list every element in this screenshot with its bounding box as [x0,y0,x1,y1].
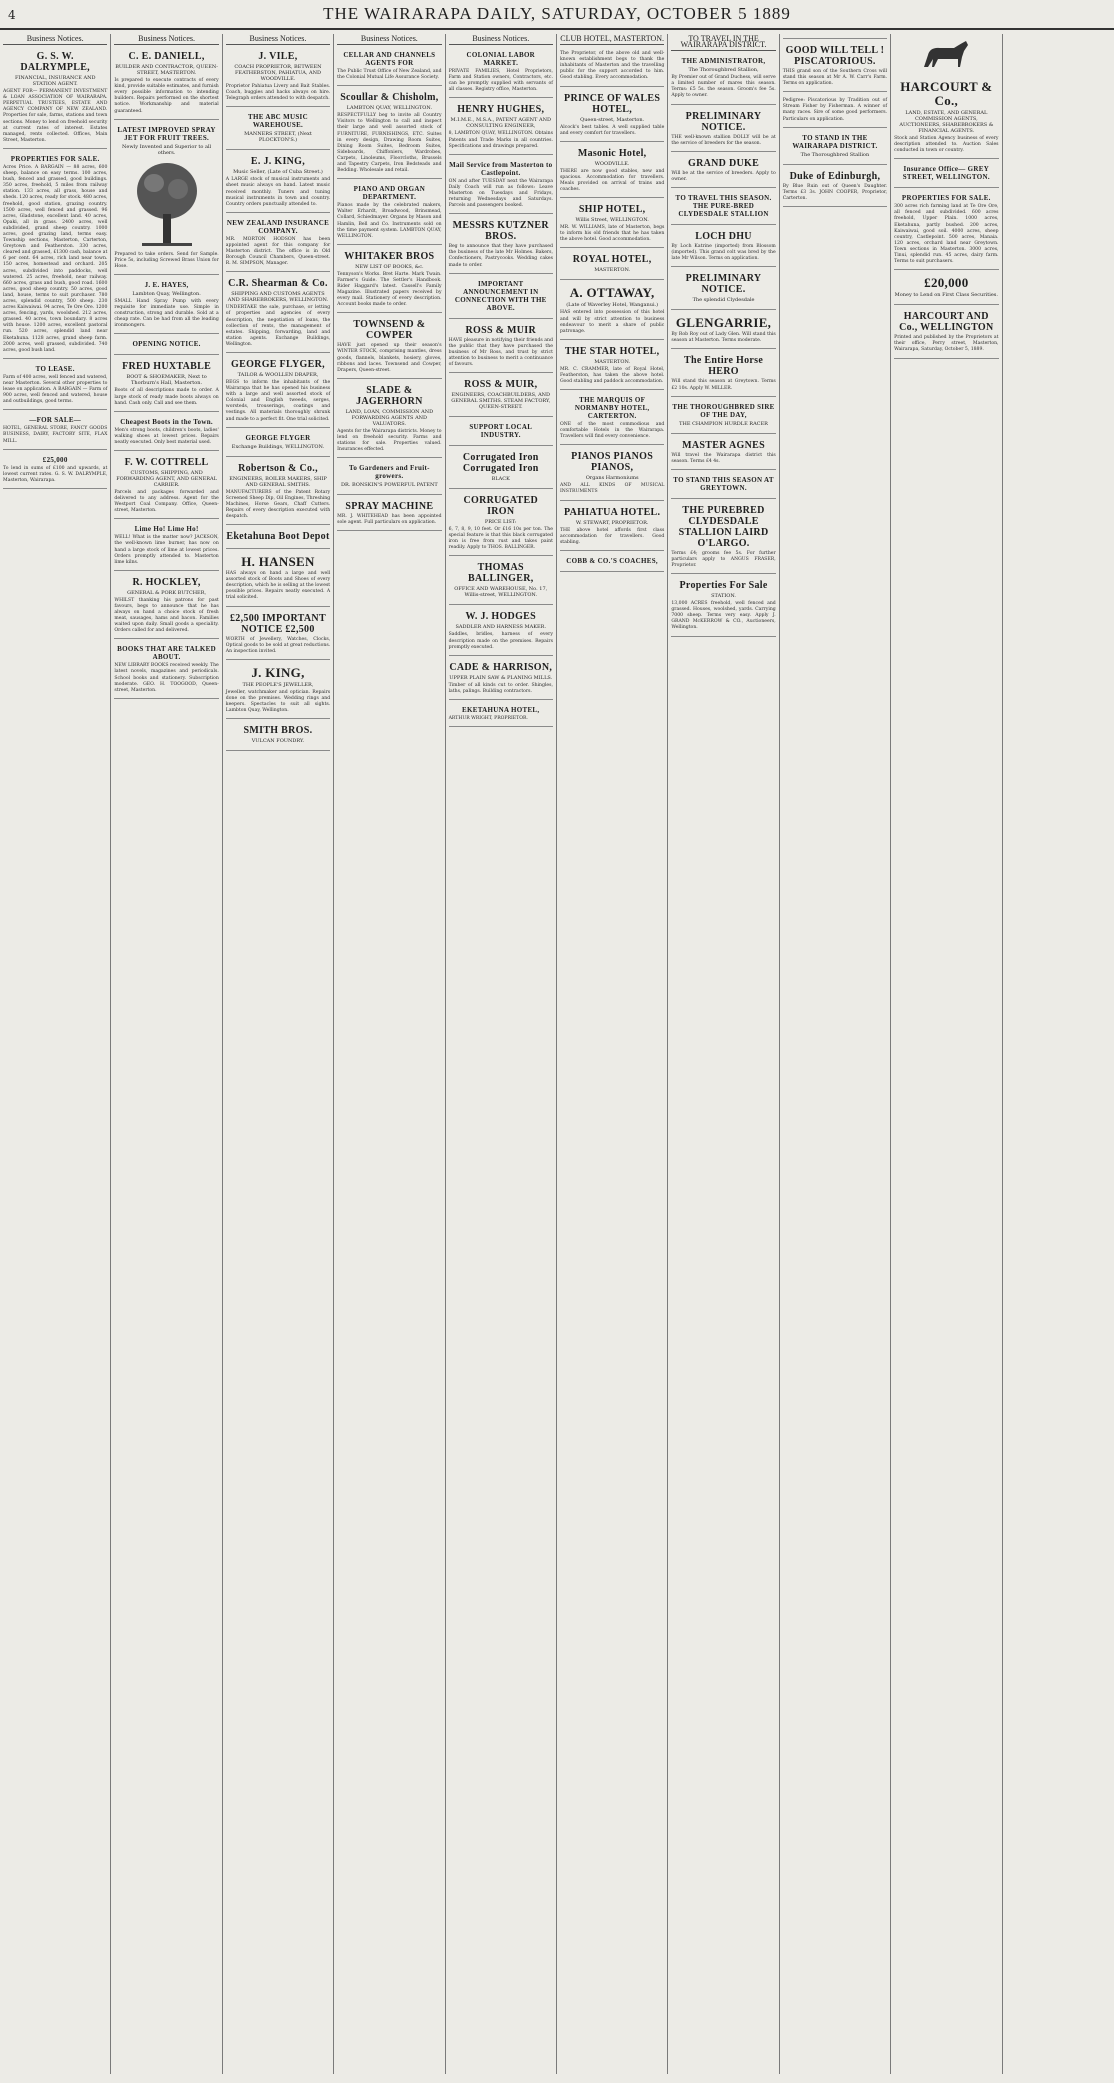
ad-body: Men's strong boots, children's boots, ladies' walking shoes at lowest prices. Repairs neatly executed. Only best material used. [114,427,219,445]
ad-body: Acres Price. A BARGAIN — 88 acres, 600 sheep, balance on easy terms. 100 acres, bush, fenced and grassed, good buildings. 350 acres, freehold, 5 miles from railway station. 133 acres, all grass, house and sheds. 120 acres, ready for stock. 480 acres, freehold, good station, grazing country. 1500 acres, well fenced and grassed. 96 acres, Gladstone, excellent land. 40 acres, Opaki, all in grass. 2400 acres, well subdivided, grand sheep country. 1000 acres, good grazing land, terms easy. Township sections, Masterton, Carterton, Greytown and Featherston. 330 acres, cleared and grassed, £1300 cash, balance at 6 per cent. 64 acres, rich land near town. 150 acres, homestead and orchard. 205 acres, subdivided into paddocks, well watered. 25 acres, freehold, near railway. 660 acres, grass and bush, good road. 1600 acres, good sheep country. 50 acres, good land, house, terms to suit purchaser. 780 acres, splendid country, 500 sheep. 230 acres Kaiwaiwai. 94 acres, Te Ore Ore. 1200 acres, fencing, yards, woolshed. 212 acres, grassed. 40 acres, town boundary. 8 acres with house. 1200 acres, excellent pastoral run. 520 acres, splendid land near Eketahuna. 1128 acres, grand sheep farm. 2000 acres, well grassed, subdivided. 740 acres, good bush land. [3,164,108,353]
ad-subtitle: NEW LIST OF BOOKS, &c. [355,263,424,270]
ad-title: Lime Ho! Lime Ho! [134,525,199,534]
ad-title: OPENING NOTICE. [132,340,201,349]
ad-body: Agents for the Wairarapa districts. Money to lend on freehold security. Farms and stations for sale. Properties valued. Insurances effected. [337,428,442,453]
column-heading: Business Notices. [226,36,330,45]
column-heading: TO TRAVEL IN THE WAIRARAPA DISTRICT. [671,36,775,51]
ad-title: C.R. Shearman & Co. [228,278,328,290]
ad-subtitle: Exchange Buildings, WELLINGTON. [231,443,325,450]
ad-title: TO STAND IN THE WAIRARAPA DISTRICT. [792,133,878,150]
column-10 [1003,34,1114,2074]
column-1 [0,34,111,2074]
advertisement [226,156,330,212]
advertisement [894,194,998,270]
ad-title: THE PUREBRED CLYDESDALE STALLION LAIRD O'LARGO. [678,504,769,549]
ad-title: PRELIMINARY NOTICE. [685,110,762,133]
advertisement [3,51,107,149]
advertisement [671,355,775,396]
ad-body: By Premier out of Grand Duchess, will serve a limited number of mares this season. Terms: £5 5s. the season. Groom's fee 5s. Apply to owner. [671,75,776,99]
ad-body: ON and after TUESDAY next the Wairarapa Daily Coach will run as follows: Leave Masterton on Tuesdays and Fridays, returning Wednesdays and Saturdays. Parcels and passengers booked. [448,178,553,209]
advertisement [449,161,553,214]
ad-title: Duke of Edinburgh, [789,170,881,182]
ad-body: ONE of the most commodious and comfortable Hotels in the Wairarapa. Travellers will find every convenience. [559,422,665,440]
advertisement [114,645,218,698]
advertisement [337,464,441,495]
ad-subtitle: TAILOR & WOOLLEN DRAPER, [237,371,319,378]
ad-title: J. E. HAYES, [144,280,189,289]
ad-subtitle: M.I.M.E., M.S.A., PATENT AGENT AND CONSULTING ENGINEER, [450,117,551,130]
advertisement [337,185,441,245]
ad-body: Proprietor Pahiatua Livery and Bait Stables. Coach, buggies and hacks always on hire. Telegraph orders attended to with despatch. [225,84,331,102]
ad-body: 300 acres rich farming land at Te Ore Ore, all fenced and subdivided. 600 acres freehold, Upper Plain. 1000 acres, Eketahuna, partly bushed. 200 acres, Kaiwaiwai, good soil. 4000 acres, sheep country, Castlepoint. 500 acres, Manaia. 120 acres, orchard land near Greytown. Town sections in Masterton. 3000 acres, Tinui, splendid run. 45 acres, dairy farm. Terms to suit purchasers. [894,204,999,265]
advertisement [114,51,218,120]
ad-body: WHILST thanking his patrons for past favours, begs to announce that he has always on hand a choice stock of fresh meat, sausages, hams and bacon. Families waited upon daily. Small goods a speciality. Orders called for and delivered. [114,597,219,634]
advertisement [671,231,775,267]
ad-title: GOOD WILL TELL ! PISCATORIOUS. [785,45,885,67]
ad-title: To Gardeners and Fruit-growers. [349,464,430,481]
advertisement [671,273,775,310]
column-7 [668,34,779,2074]
advertisement [671,57,775,104]
advertisement [560,346,664,390]
ad-title: Mail Service from Masterton to Castlepoint. [449,160,553,177]
ad-subtitle: BUILDER AND CONTRACTOR, QUEEN-STREET, MASTERTON. [115,64,218,77]
ad-body: HAS entered into possession of this hotel and will by strict attention to business endeavour to merit a share of public patronage. [559,310,665,334]
advertisement [560,451,664,500]
ad-body: 8, LAMBTON QUAY, WELLINGTON. Obtains Patents and Trade Marks in all countries. Specifications and drawings prepared. [448,131,553,149]
advertisement [671,580,775,636]
advertisement [449,51,553,98]
ad-body: Alcock's best tables. A well supplied table and every comfort for travellers. [559,124,665,136]
ad-subtitle: Lambton Quay, Wellington. [132,290,201,297]
column-heading: Business Notices. [3,36,107,45]
ad-title: GEORGE FLYGER, [231,358,325,370]
ad-title: Scoullar & Chisholm, [340,92,439,104]
advertisement [114,281,218,334]
ad-subtitle: CUSTOMS, SHIPPING, AND FORWARDING AGENT, AND GENERAL CARRIER. [116,469,217,488]
ad-subtitle: THE CHAMPION HURDLE RACER [679,420,768,427]
advertisement [226,219,330,272]
ad-body: AND ALL KINDS OF MUSICAL INSTRUMENTS [559,483,665,495]
ad-title: GRAND DUKE [688,157,760,169]
advertisement [114,126,218,275]
advertisement [449,495,553,556]
ad-body: UNDERTAKE the sale, purchase, or letting of properties and agencies of every description, the negotiation of loans, the collection of rents, the management of estates. Shipping, forwarding, land and station agents. Exchange Buildings, Wellington. [225,305,331,347]
ad-subtitle: The splendid Clydesdale [692,297,755,304]
ad-title: CELLAR AND CHANNELS AGENTS FOR [343,51,436,68]
advertisement [894,311,998,358]
ad-body: MR. MORTON HODSON has been appointed agent for this company for Masterton district. The office is in Old Borough Council Chambers, Queen-street. R. M. SIMPSON, Manager. [225,236,331,267]
ad-body: 13,000 ACRES freehold, well fenced and grassed. Houses, woolshed, yards. Carrying 7000 sheep. Terms very easy. Apply J. GRAND McKERROW & CO., Auctioneers, Wellington. [671,601,776,631]
advertisement [3,365,107,410]
ad-subtitle: Newly Invented and Superior to all others. [122,143,212,156]
ad-title: A. OTTAWAY, [569,285,655,301]
ad-title: THE ABC MUSIC WAREHOUSE. [248,113,308,130]
ad-subtitle: UPPER PLAIN SAW & PLANING MILLS. [449,674,553,681]
ad-title: J. VILE, [258,51,298,63]
ad-body: By Blue Ruin out of Queen's Daughter. Terms £3 3s. JOHN COOPER, Proprietor, Carterton. [782,183,888,201]
ad-body: MR. W. WILLIAMS, late of Masterton, begs to inform his old friends that he has taken the above hotel. Good accommodation. [559,225,665,243]
ad-title: EKETAHUNA HOTEL, [462,705,540,714]
ad-body: Will be at the service of breeders. Apply to owner. [671,170,776,182]
column-2 [111,34,222,2074]
ad-title: GEORGE FLYGER [245,433,311,442]
advertisement [671,111,775,152]
ad-title: J. KING, [251,664,305,680]
ad-title: FRED HUXTABLE [122,361,212,373]
ad-body: HAVE just opened up their season's WINTER STOCK, comprising mantles, dress goods, flannels, blankets, hosiery, gloves, ribbons and laces. Townsend and Cowper, Drapers, Queen-street. [337,343,442,373]
ad-body: THIS grand son of the Southern Cross will stand this season at Mr A. W. Carr's Farm. Terms on application. [782,69,888,87]
advertisement [560,51,664,86]
ad-body: THERE are now good stables, new and spacious. Accommodation for travellers. Meals provided on arrival of trains and coaches. [559,168,665,193]
ad-subtitle: LAND, ESTATE, AND GENERAL COMMISSION AGENTS, AUCTIONEERS, SHAREBROKERS & FINANCIAL AGENTS. [899,110,994,134]
ad-title: ROYAL HOTEL, [572,254,652,266]
ad-subtitle: MASTERTON. [594,267,631,274]
ad-body: MR. J. WHITEHEAD has been appointed sole agent. Full particulars on application. [337,514,442,526]
ad-title: PROPERTIES FOR SALE. [901,194,991,203]
ad-title: LATEST IMPROVED SPRAY JET FOR FRUIT TREES. [117,125,216,142]
tree-illustration [132,159,202,249]
ad-title: MESSRS KUTZNER BROS. [452,220,549,243]
ad-body: HAVE pleasure in notifying their friends and the public that they have purchased the business of Mr Ross, and trust by strict attention to business to merit a continuance of favours. [448,337,553,367]
ad-body: SMALL Hand Spray Pump with every requisite for immediate use. Simple in construction, strong and durable. Sold at a cheap rate. Can be had from all the leading ironmongers. [114,298,219,329]
advertisement [894,165,998,188]
column-heading: Business Notices. [449,36,553,45]
advertisement [337,251,441,314]
column-6 [557,34,668,2074]
ad-title: PIANOS PIANOS PIANOS, [571,451,654,474]
advertisement [449,452,553,489]
ad-title: PRINCE OF WALES HOTEL, [564,92,661,115]
ad-subtitle: Willis Street, WELLINGTON. [575,217,649,224]
ad-body: 6, 7, 8, 9, 10 feet. Or £16 10s per ton. The special feature is that this black corrugated iron is free from rust and takes paint readily. Apply to THOS. BALLINGER. [448,527,553,551]
ad-subtitle: BLACK [491,476,510,483]
ad-subtitle: FINANCIAL, INSURANCE AND STATION AGENT. [14,75,96,88]
ad-title: MASTER AGNES [682,439,765,451]
ad-subtitle: ENGINEERS, BOILER MAKERS, SHIP AND GENERAL SMITHS. [229,475,327,488]
advertisement [226,113,330,150]
ad-title: TO TRAVEL THIS SEASON. THE PURE-BRED CLYDESDALE STALLION [675,193,772,218]
ad-title: WHITAKER BROS [344,250,435,262]
advertisement [560,286,664,339]
advertisement [226,278,330,353]
ad-title: Corrugated Iron Corrugated Iron [462,452,539,475]
advertisement [226,725,330,751]
ad-body: Stock and Station Agency business of every description attended to. Auction Sales conducted in town or country. [894,136,999,154]
advertisement [560,148,664,198]
column-heading: Business Notices. [114,36,218,45]
advertisement [449,325,553,373]
advertisement [114,457,218,519]
advertisement [449,104,553,154]
advertisement [560,507,664,551]
ad-subtitle: THE PEOPLE'S JEWELLER, [242,681,314,688]
ad-subtitle: COACH PROPRIETOR, BETWEEN FEATHERSTON, PAHIATUA, AND WOODVILLE. [234,64,322,83]
advertisement [671,403,775,434]
advertisement [671,158,775,188]
advertisement [114,577,218,640]
column-8 [780,34,891,2074]
ad-title: C. E. DANIELL, [128,51,205,63]
ad-title: —FOR SALE— [29,416,82,425]
masthead-rule [0,28,1114,30]
ad-title: COLONIAL LABOR MARKET. [466,51,536,68]
ad-title: £2,500 IMPORTANT NOTICE £2,500 [230,612,326,635]
ad-title: LOCH DHU [695,230,752,242]
advertisement [449,379,553,417]
ad-subtitle: OFFICE AND WAREHOUSE, No. 17, Willis-street, WELLINGTON. [454,586,548,599]
ad-subtitle: LAMBTON QUAY, WELLINGTON. [346,105,433,112]
ad-body: WORTH of Jewellery, Watches, Clocks, Optical goods to be sold at great reductions. An inspection invited. [225,636,331,654]
advertisement [894,37,998,159]
advertisement [3,416,107,449]
ad-body: Pedigree: Piscatorious by Tradition out of Stream Fisher by Fisherman. A winner of many races. Sire of some good performers. Particulars on application. [782,98,888,122]
ad-subtitle: The Thoroughbred Stallion [800,151,870,158]
ad-body: Saddles, bridles, harness of every description made on the premises. Repairs promptly executed. [448,632,553,650]
ad-title: HENRY HUGHES, [457,104,545,116]
advertisement [783,34,887,39]
ad-title: H. HANSEN [241,554,315,570]
ad-subtitle: VULCAN FOUNDRY. [251,738,305,745]
ad-title: Robertson & Co., [238,462,318,474]
ad-subtitle: The Thoroughbred Stallion, [688,67,759,74]
column-4 [334,34,445,2074]
ad-title: PRELIMINARY NOTICE. [685,273,762,296]
advertisement [337,501,441,531]
ad-subtitle: MANNERS STREET, (Next PLOCKTON'S.) [244,131,312,144]
ad-subtitle: SADDLER AND HARNESS MAKER. [455,624,547,631]
advertisement [671,476,775,499]
ad-title: TOWNSEND & COWPER [353,319,426,342]
advertisement [560,93,664,142]
ad-title: HARCOURT AND Co., WELLINGTON [899,311,994,334]
ad-body: By Loch Katrine (imported) from Blossom (imported). This grand colt was bred by the late Mr Wilson. Terms on application. [671,243,776,262]
ad-title: £20,000 [924,275,969,291]
column-5 [446,34,557,2074]
ad-title: Cheapest Boots in the Town. [120,417,213,426]
horse-illustration [916,37,976,77]
ad-body: The Proprietor, of the above old and well-known establishment begs to thank the inhabitants of Masterton and the travelling public for the support accorded to him. Good stabling. Every accommodation. [559,51,665,81]
ad-subtitle: LAND, LOAN, COMMISSION AND FORWARDING AGENTS AND VALUATORS. [345,408,434,427]
ad-title: E. J. KING, [250,156,306,168]
ad-body: By Rob Roy out of Lady Glen. Will stand this season at Masterton. Terms moderate. [671,332,776,344]
ad-body: Farm of 400 acres, well fenced and watered, near Masterton. Several other properties to lease on application. A BARGAIN — Farm of 900 acres, well fenced and watered, house and outbuildings, good terms. [3,374,108,405]
advertisement [449,662,553,700]
advertisement [114,525,218,570]
ad-subtitle: Queen-street, Masterton. [580,116,645,123]
ad-body: Terms £4; grooms fee 5s. For further particulars apply to ANGUS FRASER, Proprietor. [671,550,776,568]
advertisement [226,434,330,457]
advertisement [671,505,775,574]
ad-title: BOOKS THAT ARE TALKED ABOUT. [117,645,216,662]
ad-title: £25,000 [42,455,68,464]
ad-body: To lend in sums of £100 and upwards, at lowest current rates. G. S. W. DALRYMPLE, Masterton, Wairarapa. [3,465,108,483]
page-number: 4 [8,8,16,22]
ad-body: RESPECTFULLY beg to invite all Country Visitors to Wellington to call and inspect their large and well assorted stock of FURNITURE, FURNISHINGS, ETC. Suites in every design, Drawing Room Suites, Dining Room Suites, Bedroom Suites, Sideboards, Chiffoniers, Wardrobes, Carpets, Linoleums, Floorcloths, Brussels and Tapestry Carpets, Iron Bedsteads and Bedding. Wholesale and retail. [337,113,442,174]
ad-title: Eketahuna Boot Depot [226,531,330,543]
advertisement [226,463,330,525]
advertisement [449,706,553,727]
masthead [0,4,1114,30]
advertisement [449,280,553,319]
ad-title: TO STAND THIS SEASON AT GREYTOWN. [673,475,774,492]
ad-body: MANUFACTURERS of the Patent Rotary Screened Sheep Dip, Oil Engines, Threshing Machines, Horse Gears, Chaff Cutters. Repairs of every description executed with despatch. [225,489,331,519]
ad-body: Timber of all kinds cut to order. Shingles, laths, palings. Building contractors. [448,682,553,694]
ad-body: NEW LIBRARY BOOKS received weekly. The latest novels, magazines and periodicals. School books and stationery. Subscription moderate. GEO. H. TOOGOOD, Queen-street, Masterton. [114,663,219,693]
ad-body: Will travel the Wairarapa district this season. Terms £4 4s. [671,452,776,464]
ad-body: Parcels and packages forwarded and delivered to any address. Agent for the Westport Coal Company. Office, Queen-street, Masterton. [114,489,219,514]
column-9 [891,34,1002,2074]
ad-subtitle: ENGINEERS, COACHBUILDERS, AND GENERAL SMITHS. STEAM FACTORY, QUEEN-STREET. [451,392,551,411]
ad-subtitle: Organs Harmoniums [585,475,639,482]
advertisement [226,359,330,428]
ad-body: HAS always on hand a large and well assorted stock of Boots and Shoes of every description, which he is selling at the lowest possible prices. Repairs neatly executed. A trial solicited. [225,571,331,601]
ad-title: Insurance Office— GREY STREET, WELLINGTON. [902,165,990,182]
advertisement [560,254,664,280]
ad-body: Is prepared to execute contracts of every kind, provide suitable estimates, and furnish every possible information to intending builders. Repairs performed on the shortest notice. Workmanship and material guaranteed. [114,78,219,114]
ad-title: Masonic Hotel, [577,147,647,159]
ad-title: THOMAS BALLINGER, [468,562,534,585]
advertisement [337,51,441,86]
ad-body: The Public Trust Office of New Zealand, and the Colonial Mutual Life Assurance Society. [337,69,442,81]
ad-subtitle: (Late of Waverley Hotel, Wanganui.) [566,302,659,309]
ad-body: Beg to announce that they have purchased the business of the late Mr Holmes. Bakers, Confectioners, Pastrycooks. Wedding cakes made to order. [448,244,553,268]
ad-body: Pianos made by the celebrated makers, Walter Erhardt, Broadwood, Brinsmead, Collard, Schiedmayer. Organs by Mason and Hamlin, Bell and Co. Instruments sold on the time payment system. LAMBTON QUAY, WELLINGTON. [337,203,442,239]
ad-title: PIANO AND ORGAN DEPARTMENT. [353,185,426,202]
ad-title: G. S. W. DALRYMPLE, [20,51,90,74]
advertisement [783,134,887,165]
advertisement [3,456,107,489]
ad-title: PAHIATUA HOTEL. [563,506,661,518]
advertisement [337,385,441,458]
advertisement [226,666,330,719]
ad-title: SLADE & JAGERHORN [356,384,423,407]
column-heading: CLUB HOTEL, MASTERTON. [560,36,664,45]
advertisement [114,361,218,411]
ad-title: ROSS & MUIR [465,324,537,336]
ad-body: Will stand this season at Greytown. Terms £2 10s. Apply W. MILLER. [671,379,776,391]
ad-title: TO LEASE. [35,364,75,373]
ad-subtitle: GENERAL & PORK BUTCHER, [127,589,207,596]
ad-subtitle: STATION. [711,593,736,600]
newspaper-columns [0,34,1114,2074]
ad-title: The Entire Horse HERO [684,355,764,378]
ad-title: THE ADMINISTRATOR, [681,57,766,66]
ad-title: SHIP HOTEL, [578,204,646,216]
advertisement [783,98,887,127]
advertisement [226,531,330,549]
ad-body: WELL! What is the matter now? JACKSON, the well-known lime burner, has now on hand a large stock of lime at lowest prices. Orders promptly attended to. Masterton lime kilns. [114,535,219,565]
advertisement [560,396,664,445]
ad-body: BEGS to inform the inhabitants of the Wairarapa that he has opened his business with a large and well assorted stock of Colonial and English tweeds, serges, worsteds, trouserings, coatings and vestings. All materials thoroughly shrunk and made to a perfect fit. One trial solicited. [225,379,331,422]
advertisement [671,440,775,470]
advertisement [894,276,998,305]
ad-subtitle: MASTERTON. [594,358,631,365]
ad-subtitle: Music Seller, (Late of Cuba Street.) [233,169,323,176]
ad-title: F. W. COTTRELL [124,456,209,468]
ad-title: HARCOURT & Co., [900,79,993,108]
ad-body: THE well-known stallion DOLLY will be at the service of breeders for the season. [671,134,776,146]
ad-title: R. HOCKLEY, [132,576,201,588]
ad-title: SUPPORT LOCAL INDUSTRY. [469,423,533,440]
ad-title: ROSS & MUIR, [464,379,538,391]
ad-subtitle: DR. BONSKIN'S POWERFUL PATENT [341,482,438,489]
ad-title: PROPERTIES FOR SALE. [10,154,100,163]
advertisement [114,340,218,355]
ad-body: HOTEL, GENERAL STORE, FANCY GOODS BUSINESS, DAIRY, FACTORY SITE, FLAX MILL. [3,426,108,444]
advertisement [337,319,441,378]
ad-title: GLENGARRIE, [675,315,772,331]
ad-title: CORRUGATED IRON [463,495,538,518]
ad-body: THE above hotel affords first class accommodation for travellers. Good stabling. [559,527,665,545]
ad-title: NEW ZEALAND INSURANCE COMPANY. [226,218,330,235]
ad-title: SPRAY MACHINE [345,501,434,513]
advertisement [226,613,330,660]
column-3 [223,34,334,2074]
column-heading: Business Notices. [337,36,441,45]
advertisement [449,423,553,446]
ad-body: Printed and published by the Proprietors at their office, Perry street, Masterton, Wairarapa, Saturday, October 5, 1889. [894,335,999,353]
newspaper-title: THE WAIRARAPA DAILY, SATURDAY, OCTOBER 5 1889 [323,4,791,23]
ad-body: Boots of all descriptions made to order. A large stock of ready made boots always on hand. Cash only. Call and see them. [114,388,219,406]
advertisement [226,51,330,107]
ad-subtitle: PRICE LIST: [484,519,517,526]
ad-subtitle: W. STEWART, PROPRIETOR. [575,519,649,526]
ad-body: Tennyson's Works. Bret Harte. Mark Twain. Farmer's Guide. The Settler's Handbook. Rider Haggard's latest. Cassell's Family Magazine. Illustrated papers received by every mail. Stationery of every description. Account books made to order. [337,271,442,308]
advertisement [560,557,664,572]
ad-title: COBB & CO.'S COACHES, [566,556,658,565]
ad-body: ARTHUR WRIGHT, PROPRIETOR. [448,715,528,721]
advertisement [671,316,775,349]
advertisement [671,194,775,225]
ad-body: Jeweller, watchmaker and optician. Repairs done on the premises. Wedding rings and keepers. Spectacles to suit all sights. Lambton Quay, Wellington. [225,689,331,714]
ad-title: THE STAR HOTEL, [564,345,660,357]
ad-subtitle: Money to Lend on First Class Securities. [894,292,998,299]
ad-title: THE THOROUGHBRED SIRE OF THE DAY, [672,402,775,419]
ad-body: A LARGE stock of musical instruments and sheet music always on hand. Latest music received monthly. Tuners and tuning musical instruments in town and country. Country orders punctually attended to. [225,177,331,207]
ad-subtitle: WOODVILLE. [594,160,630,167]
ad-title: SMITH BROS. [243,725,313,737]
ad-title: W. J. HODGES [465,611,536,623]
advertisement [783,171,887,207]
advertisement [3,155,107,359]
ad-title: THE MARQUIS OF NORMANBY HOTEL, CARTERTON. [574,396,650,421]
ad-body: AGENT FOR— PERMANENT INVESTMENT & LOAN ASSOCIATION OF WAIRARAPA. PERPETUAL TRUSTEES, ESTATE AND AGENCY COMPANY OF NEW ZEALAND. Properties for sale, farms, stations and town sections. Money to lend on freehold security at current rates of interest. Estates managed, rents collected. Offices, Main Street, Masterton. [3,89,108,143]
ad-body: MR. C. CRAMMER, late of Royal Hotel, Featherston, has taken the above hotel. Good stabling and paddock accommodation. [559,366,665,384]
advertisement [449,562,553,605]
ad-title: Properties For Sale [679,580,768,592]
ad-subtitle: BOOT & SHOEMAKER, Next to Thorburn's Hall, Masterton. [126,374,207,387]
advertisement [226,555,330,606]
advertisement [449,220,553,273]
ad-title: CADE & HARRISON, [449,661,553,673]
advertisement [783,45,887,92]
advertisement [560,204,664,248]
ad-title: IMPORTANT ANNOUNCEMENT IN CONNECTION WITH THE ABOVE. [454,279,547,312]
ad-body: Prepared to take orders. Send for Sample. Price 5s, including Screwed Brass Union for Hose. [114,251,219,269]
ad-subtitle: SHIPPING AND CUSTOMS AGENTS AND SHAREBROKERS, WELLINGTON. [227,291,329,304]
advertisement [449,611,553,655]
ad-body: PRIVATE FAMILIES, Hotel Proprietors, Farm and Station owners, Contractors, etc. can be promptly supplied with servants of all classes. Registry office, Masterton. [448,69,553,93]
advertisement [337,92,441,179]
advertisement [114,418,218,451]
